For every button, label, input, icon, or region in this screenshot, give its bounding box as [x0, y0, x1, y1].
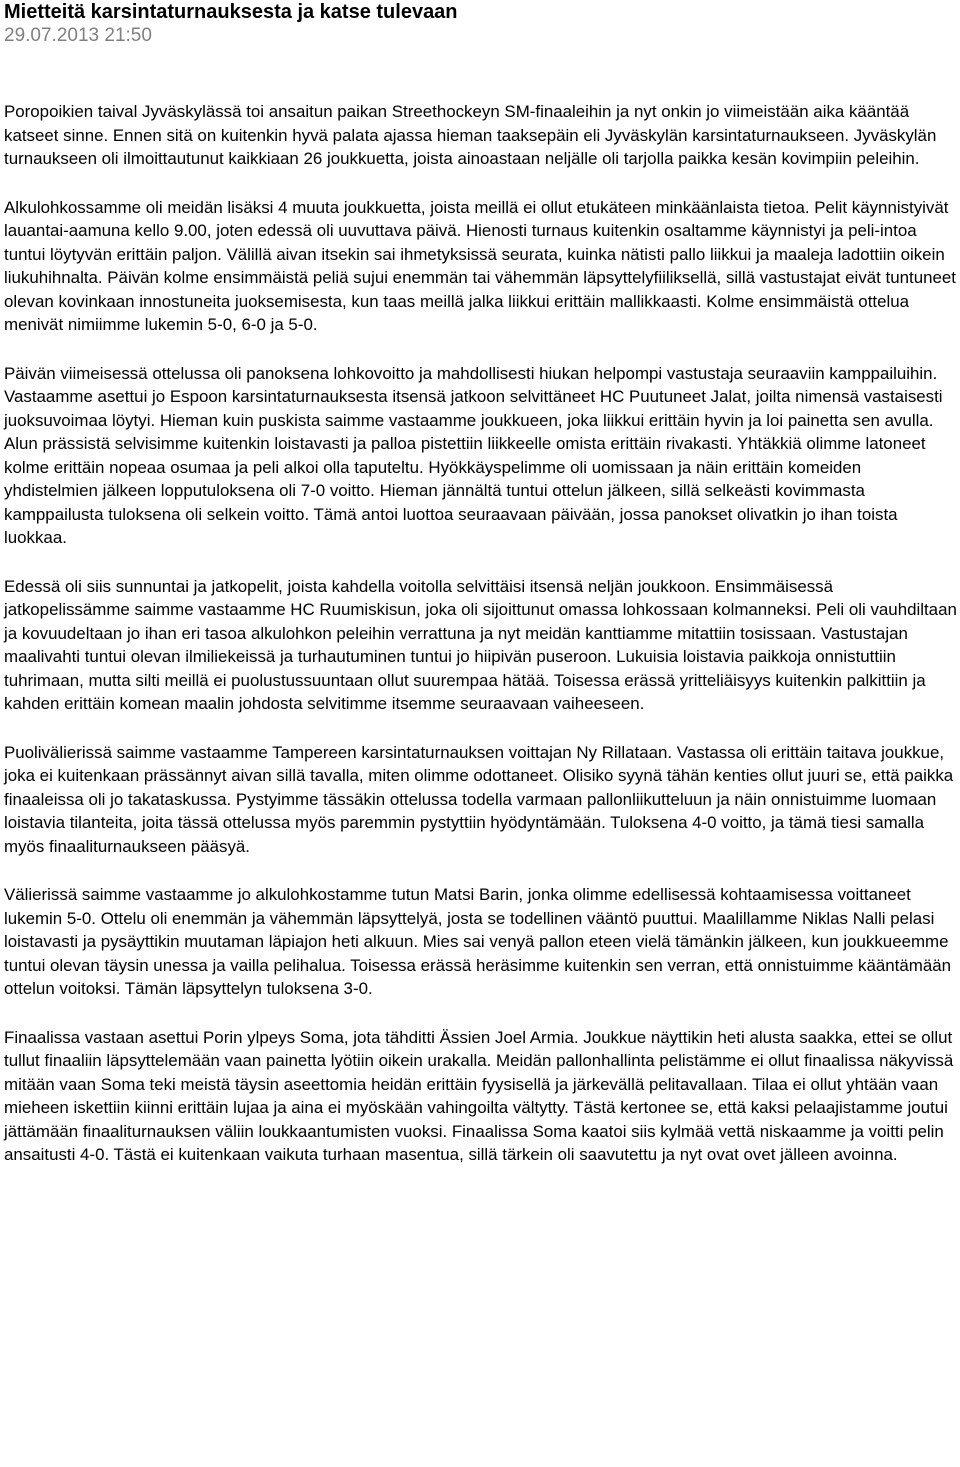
post-title: Mietteitä karsintaturnauksesta ja katse tulevaan: [4, 1, 458, 23]
post-header: [4, 0, 960, 48]
paragraph: Poropoikien taival Jyväskylässä toi ansaitun paikan Streethockeyn SM-finaaleihin ja nyt onkin jo viimeistään aika kääntää katseet sinne. Ennen sitä on kuitenkin hyvä palata ajassa hieman taaksepäin eli Jyväskylän karsintaturnaukseen. Jyväskylän turnaukseen oli ilmoittautunut kaikkiaan 26 joukkuetta, joista ainoastaan neljälle oli tarjolla paikka kesän kovimpiin peleihin.: [4, 102, 937, 168]
paragraph: Puolivälierissä saimme vastaamme Tampereen karsintaturnauksen voittajan Ny Rillataan. Vastassa oli erittäin taitava joukkue, joka ei kuitenkaan prässännyt aivan sillä tavalla, miten olimme odottaneet. Olisiko syynä tähän kenties ollut juuri se, että paikka finaaleissa oli jo takataskussa. Pystyimme tässäkin ottelussa todella varmaan pallonliikutteluun ja näin onnistuimme luomaan loistavia tilanteita, joita tässä ottelussa myös paremmin pystyttiin hyödyntämään. Tuloksena 4-0 voitto, ja tämä tiesi samalla myös finaaliturnaukseen pääsyä.: [4, 742, 954, 856]
paragraph: Alkulohkossamme oli meidän lisäksi 4 muuta joukkuetta, joista meillä ei ollut etukäteen minkäänlaista tietoa. Pelit käynnistyivät lauantai-aamuna kello 9.00, joten edessä oli uuvuttava päivä. Hienosti turnaus kuitenkin osaltamme käynnistyi ja peli-intoa tuntui löytyvän erittäin paljon. Välillä aivan itsekin sai ihmetyksissä seurata, kuinka nätisti pallo liikkui ja maaleja ladottiin oikein liukuhihnalta. Päivän kolme ensimmäistä peliä sujui enemmän tai vähemmän läpsyttelyfiiliksellä, sillä vastustajat eivät tuntuneet olevan kovinkaan innostuneita juoksemisesta, kun taas meillä jalka liikkui erittäin mallikkaasti. Kolme ensimmäistä ottelua menivät nimiimme lukemin 5-0, 6-0 ja 5-0.: [4, 197, 956, 334]
paragraph: Välierissä saimme vastaamme jo alkulohkostamme tutun Matsi Barin, jonka olimme edellisessä kohtaamisessa voittaneet lukemin 5-0. Ottelu oli enemmän ja vähemmän läpsyttelyä, josta se todellinen vääntö puuttui. Maalillamme Niklas Nalli pelasi loistavasti ja pysäyttikin muutaman läpiajon heti alkuun. Mies sai venyä pallon eteen vielä tämänkin jälkeen, kun joukkueemme tuntui olevan täysin unessa ja vailla pelihalua. Toisessa erässä heräsimme kuitenkin sen verran, että onnistuimme kääntämään ottelun voitoksi. Tämän läpsyttelyn tuloksena 3-0.: [4, 885, 952, 998]
paragraph: Finaalissa vastaan asettui Porin ylpeys Soma, jota tähditti Ässien Joel Armia. Joukkue näyttikin heti alusta saakka, ettei se ollut tullut finaaliin läpsyttelemään vaan painetta lyötiin oikein urakalla. Meidän pallonhallinta pelistämme ei ollut finaalissa näkyvissä mitään vaan Soma teki meistä täysin aseettomia heidän erittäin fyysisellä ja järkevällä pelitavallaan. Tilaa ei ollut yhtään vaan mieheen iskettiin kiinni erittäin lujaa ja aina ei myöskään vahingoilta vältytty. Tästä kertonee se, että kaksi pelaajistamme joutui jättämään finaaliturnauksen väliin loukkaantumisten vuoksi. Finaalissa Soma kaatoi siis kylmää vettä niskaamme ja voitti pelin ansaitusti 4-0. Tästä ei kuitenkaan vaikuta turhaan masentua, sillä tärkein oli saavutettu ja nyt ovat ovet jälleen avoinna.: [4, 1027, 954, 1164]
post-datetime: 29.07.2013 21:50: [4, 25, 152, 46]
paragraph: Edessä oli siis sunnuntai ja jatkopelit, joista kahdella voitolla selvittäisi itsensä neljän joukkoon. Ensimmäisessä jatkopelissämme saimme vastaamme HC Ruumiskisun, joka oli sijoittunut omassa lohkossaan kolmanneksi. Peli oli vauhdiltaan ja kovuudeltaan jo ihan eri tasoa alkulohkon peleihin verrattuna ja nyt meidän kanttiamme mitattiin tosissaan. Vastustajan maalivahti tuntui olevan ilmiliekeissä ja turhautuminen tuntui jo hiipivän puseroon. Lukuisia loistavia paikkoja onnistuttiin tuhrimaan, mutta silti meillä ei puolustussuuntaan ollut suurempaa hätää. Toisessa erässä yritteliäisyys kuitenkin palkittiin ja kahden erittäin komean maalin johdosta selvitimme itsemme seuraavaan vaiheeseen.: [4, 576, 957, 713]
paragraph: Päivän viimeisessä ottelussa oli panoksena lohkovoitto ja mahdollisesti hiukan helpompi vastustaja seuraaviin kamppailuihin. Vastaamme asettui jo Espoon karsintaturnauksesta itsensä jatkoon selvittäneet HC Puutuneet Jalat, joilta nimensä vastaisesti juoksuvoimaa löytyi. Hieman kuin puskista saimme vastaamme joukkueen, joka liikkui erittäin hyvin ja loi painetta sen avulla. Alun prässistä selvisimme kuitenkin loistavasti ja palloa pistettiin liikkeelle omista erittäin rivakasti. Yhtäkkiä olimme latoneet kolme erittäin nopeaa osumaa ja peli alkoi olla taputeltu. Hyökkäyspelimme oli uomissaan ja näin erittäin komeiden yhdistelmien jälkeen lopputuloksena oli 7-0 voitto. Hieman jännältä tuntui ottelun jälkeen, sillä selkeästi kovimmasta kamppailusta tuloksena oli selkein voitto. Tämä antoi luottoa seuraavaan päivään, jossa panokset olivatkin jo ihan toista luokkaa.: [4, 363, 943, 547]
post-body: [4, 100, 958, 1167]
